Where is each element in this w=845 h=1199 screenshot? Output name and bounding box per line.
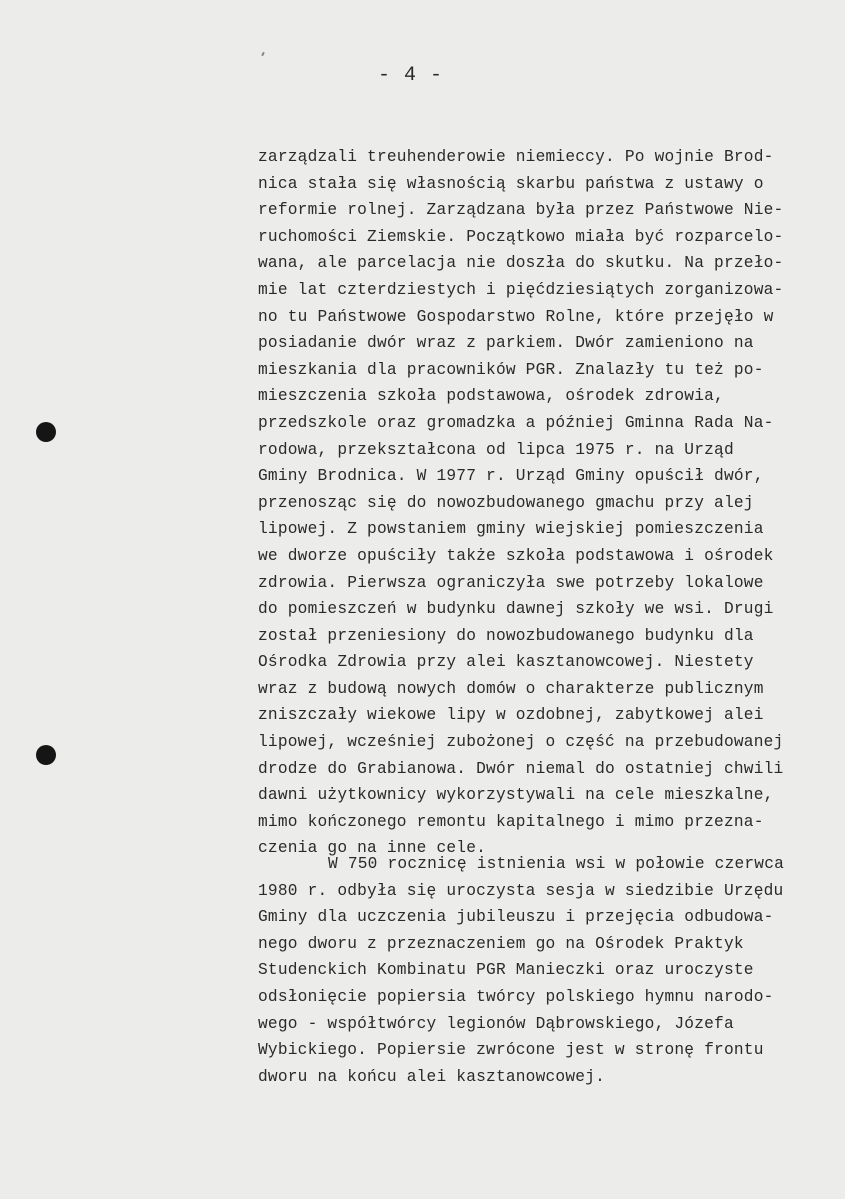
text-line: lipowej, wcześniej zubożonej o część na przebudowanej [258, 733, 784, 752]
text-line: ruchomości Ziemskie. Początkowo miała być rozparcelo- [258, 227, 784, 246]
text-line: do pomieszczeń w budynku dawnej szkoły we wsi. Drugi [258, 600, 774, 619]
text-line: przedszkole oraz gromadzka a później Gminna Rada Na- [258, 413, 774, 432]
text-line: rodowa, przekształcona od lipca 1975 r. na Urząd [258, 440, 734, 459]
text-line: zarządzali treuhenderowie niemieccy. Po wojnie Brod- [258, 148, 774, 166]
text-line: Ośrodka Zdrowia przy alei kasztanowcowej. Niestety [258, 653, 754, 672]
text-line: Gminy dla uczczenia jubileuszu i przejęcia odbudowa- [258, 908, 774, 927]
text-line: mieszkania dla pracowników PGR. Znalazły tu też po- [258, 360, 764, 379]
text-line: we dworze opuściły także szkoła podstawowa i ośrodek [258, 546, 774, 565]
text-line: został przeniesiony do nowozbudowanego budynku dla [258, 626, 754, 645]
text-line: Studenckich Kombinatu PGR Manieczki oraz uroczyste [258, 961, 754, 980]
paper-speck [261, 52, 265, 56]
text-line: nego dworu z przeznaczeniem go na Ośrodek Praktyk [258, 934, 744, 953]
paragraph-2 [258, 851, 818, 1090]
text-line: czenia go na inne cele. [258, 839, 487, 858]
text-line: wego - współtwórcy legionów Dąbrowskiego, Józefa [258, 1014, 734, 1033]
text-line: lipowej. Z powstaniem gminy wiejskiej pomieszczenia [258, 520, 764, 539]
page-number: - 4 - [378, 64, 444, 87]
punch-hole-top [36, 422, 56, 442]
text-line: mie lat czterdziestych i pięćdziesiątych zorganizowa- [258, 280, 784, 299]
text-line: mieszczenia szkoła podstawowa, ośrodek zdrowia, [258, 387, 724, 406]
text-line: wraz z budową nowych domów o charakterze publicznym [258, 679, 764, 698]
text-line: 1980 r. odbyła się uroczysta sesja w siedzibie Urzędu [258, 881, 784, 900]
text-line: dawni użytkownicy wykorzystywali na cele mieszkalne, [258, 786, 774, 805]
text-line: Gminy Brodnica. W 1977 r. Urząd Gminy opuścił dwór, [258, 467, 764, 486]
text-line: zdrowia. Pierwsza ograniczyła swe potrzeby lokalowe [258, 573, 764, 592]
text-line: wana, ale parcelacja nie doszła do skutku. Na przeło- [258, 254, 784, 273]
punch-hole-bottom [36, 745, 56, 765]
text-line: dworu na końcu alei kasztanowcowej. [258, 1067, 605, 1086]
text-line: no tu Państwowe Gospodarstwo Rolne, które przejęło w [258, 307, 774, 326]
text-line: W 750 rocznicę istnienia wsi w połowie czerwca [328, 855, 785, 873]
text-line: reformie rolnej. Zarządzana była przez Państwowe Nie- [258, 201, 784, 220]
text-line: mimo kończonego remontu kapitalnego i mimo przezna- [258, 812, 764, 831]
paragraph-1 [258, 144, 818, 862]
text-line: posiadanie dwór wraz z parkiem. Dwór zamieniono na [258, 334, 754, 353]
text-line: przenosząc się do nowozbudowanego gmachu przy alej [258, 493, 754, 512]
text-line: Wybickiego. Popiersie zwrócone jest w stronę frontu [258, 1041, 764, 1060]
text-line: zniszczały wiekowe lipy w ozdobnej, zabytkowej alei [258, 706, 764, 725]
text-line: nica stała się własnością skarbu państwa z ustawy o [258, 174, 764, 193]
text-line: drodze do Grabianowa. Dwór niemal do ostatniej chwili [258, 759, 784, 778]
text-line: odsłonięcie popiersia twórcy polskiego hymnu narodo- [258, 987, 774, 1006]
